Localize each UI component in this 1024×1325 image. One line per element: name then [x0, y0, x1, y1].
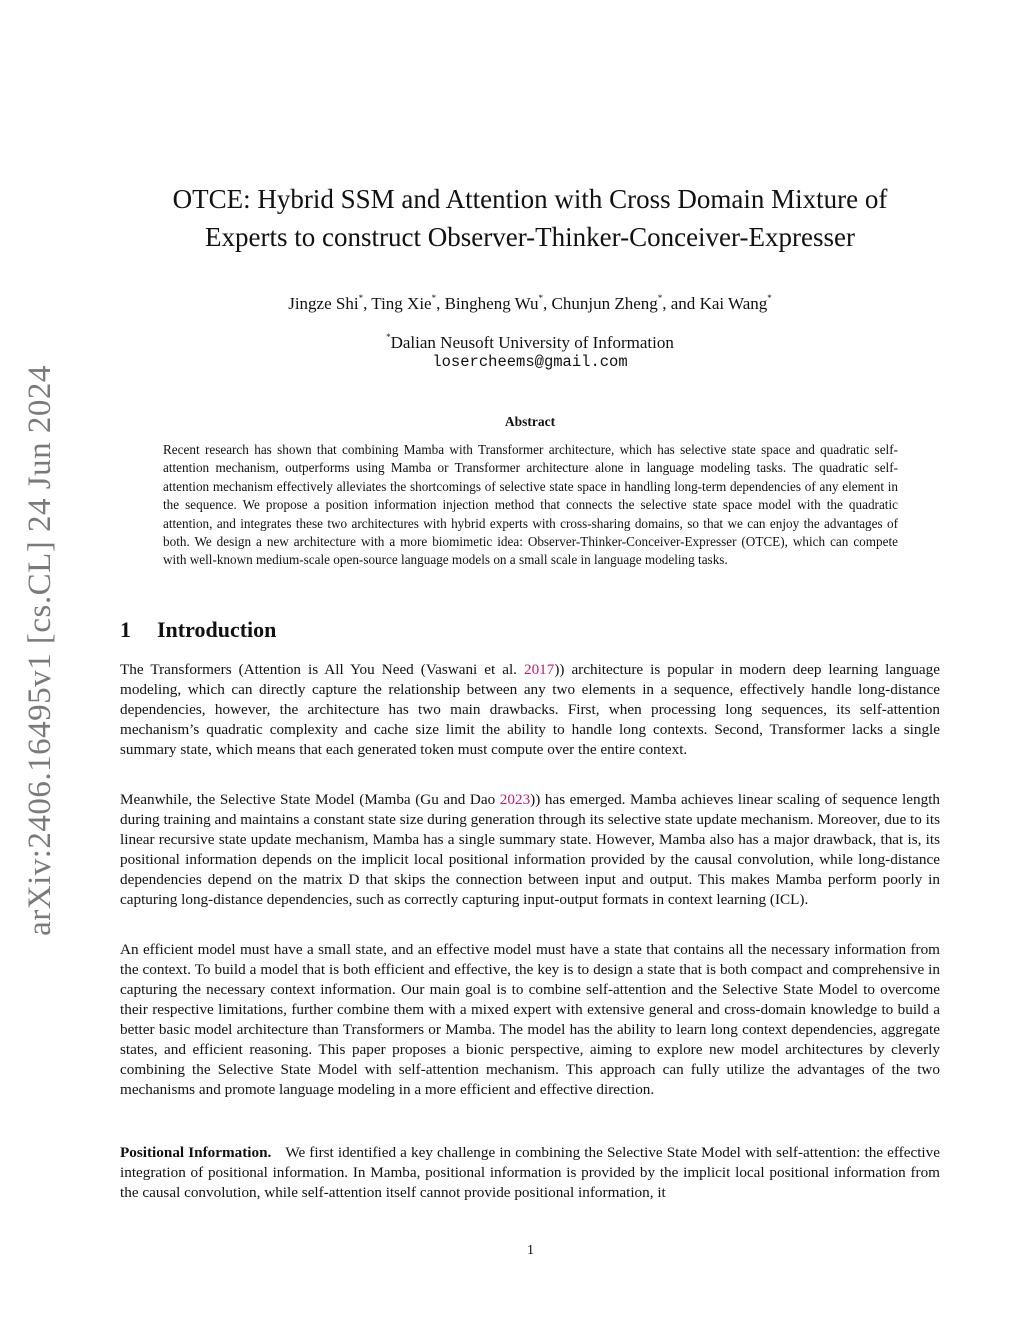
- citation-link-vaswani[interactable]: 2017: [523, 661, 555, 678]
- intro-paragraph-1: [120, 660, 940, 760]
- paper-title-line-2: Experts to construct Observer-Thinker-Conceiver-Expresser: [205, 222, 855, 252]
- contact-email: losercheems@gmail.com: [432, 353, 628, 371]
- affiliation-mark: *: [386, 332, 391, 342]
- affiliation-name: Dalian Neusoft University of Information: [390, 333, 674, 352]
- paragraph-text: )) architecture is popular in modern deep learning language modeling, which can directly capture the relationship between any two elements in a sequence, effectively handle long-distance dependencies, however, the architecture has two main drawbacks. First, when processing long sequences, its self-attention mechanism’s quadratic complexity and cache size limit the ability to handle long contexts. Second, Transformer lacks a single summary state, which means that each generated token must compute over the entire context.: [120, 661, 940, 758]
- author-affiliation-mark: *: [657, 293, 663, 303]
- abstract-text: Recent research has shown that combining Mamba with Transformer architecture, which has selective state space and quadratic self-attention mechanism, outperforms using Mamba or Transformer architecture alone in language modeling tasks. The quadratic self-attention mechanism effectively alleviates the shortcomings of selective state space in handling long-term dependencies of any element in the sequence. We propose a position information injection method that connects the selective state space model with the quadratic attention, and integrates these two architectures with hybrid experts with cross-sharing domains, so that we can enjoy the advantages of both. We design a new architecture with a more biomimetic idea: Observer-Thinker-Conceiver-Expresser (OTCE), which can compete with well-known medium-scale open-source language models on a small scale in language modeling tasks.: [163, 442, 898, 568]
- paragraph-text: We first identified a key challenge in combining the Selective State Model with self-attention: the effective integration of positional information. In Mamba, positional information is provided by the implicit local positional information from the causal convolution, while self-attention itself cannot provide positional information, it: [120, 1144, 940, 1201]
- author-list: [120, 286, 940, 316]
- citation-link-gu-dao[interactable]: 2023: [499, 791, 531, 808]
- paper-title-line-1: OTCE: Hybrid SSM and Attention with Cross Domain Mixture of: [172, 184, 888, 214]
- section-title: Introduction: [157, 617, 277, 642]
- positional-information-paragraph: [120, 1143, 940, 1203]
- section-number: 1: [120, 617, 131, 642]
- author-separator: , and: [662, 294, 700, 313]
- paragraph-text: )) has emerged. Mamba achieves linear scaling of sequence length during training and maintains a constant state size during generation through its selective state update mechanism. Moreover, due to its linear recursive state update mechanism, Mamba has a single summary state. However, Mamba also has a major drawback, that is, its positional information depends on the implicit local positional information provided by the causal convolution, while long-distance dependencies depend on the matrix D that skips the connection between input and output. This makes Mamba perform poorly in capturing long-distance dependencies, such as correctly capturing input-output formats in context learning (ICL).: [120, 791, 941, 908]
- author-name: Ting Xie: [371, 294, 432, 313]
- page-number: 1: [527, 1243, 534, 1258]
- paragraph-text: Meanwhile, the Selective State Model (Mamba (Gu and Dao: [120, 791, 500, 808]
- affiliation: [120, 326, 940, 354]
- author-separator: ,: [436, 294, 445, 313]
- author-separator: ,: [363, 294, 372, 313]
- author-affiliation-mark: *: [538, 293, 544, 303]
- author-name: Jingze Shi: [288, 294, 359, 313]
- author-affiliation-mark: *: [358, 293, 364, 303]
- section-heading-introduction: [120, 617, 276, 643]
- author-name: Bingheng Wu: [444, 294, 539, 313]
- intro-paragraph-3: An efficient model must have a small state, and an effective model must have a state that contains all the necessary information from the context. To build a model that is both efficient and effective, the key is to design a state that is both compact and comprehensive in capturing the necessary context information. Our main goal is to combine self-attention and the Selective State Model to overcome their respective limitations, further combine them with a mixed expert with extensive general and cross-domain knowledge to build a better basic model architecture than Transformers or Mamba. The model has the ability to learn long context dependencies, aggregate states, and efficient reasoning. This paper proposes a bionic perspective, aiming to explore new model architectures by cleverly combining the Selective State Model with self-attention mechanism. This approach can fully utilize the advantages of the two mechanisms and promote language modeling in a more efficient and effective direction.: [120, 941, 940, 1098]
- paragraph-heading: Positional Information.: [120, 1144, 272, 1161]
- author-name: Kai Wang: [699, 294, 768, 313]
- author-separator: ,: [543, 294, 552, 313]
- intro-paragraph-2: [120, 790, 940, 910]
- abstract-heading: Abstract: [504, 414, 556, 429]
- paragraph-text: The Transformers (Attention is All You Need (Vaswani et al.: [120, 661, 524, 678]
- arxiv-identifier-text: arXiv:2406.16495v1 [cs.CL] 24 Jun 2024: [21, 364, 58, 936]
- author-affiliation-mark: *: [431, 293, 437, 303]
- paper-title: [120, 180, 940, 256]
- arxiv-identifier-stamp: [10, 360, 70, 940]
- author-name: Chunjun Zheng: [551, 294, 658, 313]
- author-affiliation-mark: *: [767, 293, 772, 303]
